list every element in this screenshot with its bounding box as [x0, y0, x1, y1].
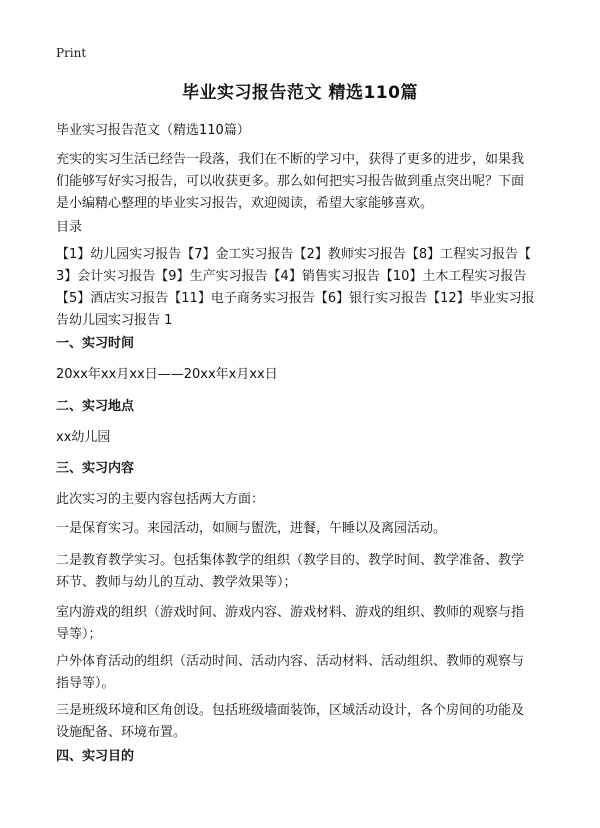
section-text-location: xx幼儿园: [56, 430, 111, 445]
toc-line[interactable]: 【1】幼儿园实习报告【7】金工实习报告【2】教师实习报告【8】工程实习报告【: [56, 247, 532, 262]
content-line: 三是班级环境和区角创设。包括班级墙面装饰，区域活动设计，各个房间的功能及: [56, 703, 525, 718]
content-item-nursing: 一是保育实习。来园活动，如厕与盥洗，进餐，午睡以及离园活动。: [56, 521, 447, 536]
content-line: 室内游戏的组织（游戏时间、游戏内容、游戏材料、游戏的组织、教师的观察与指: [56, 605, 525, 620]
section-heading-time: 一、实习时间: [56, 336, 135, 351]
section-heading-location: 二、实习地点: [56, 399, 135, 414]
intro-paragraph: [56, 149, 556, 215]
content-item-outdoor-sports: [56, 651, 556, 695]
toc-heading: 目录: [56, 220, 83, 235]
section-heading-content: 三、实习内容: [56, 461, 135, 476]
intro-line: 是小编精心整理的毕业实习报告，欢迎阅读，希望大家能够喜欢。: [56, 196, 434, 211]
content-line: 户外体育活动的组织（活动时间、活动内容、活动材料、活动组织、教师的观察与: [56, 654, 525, 669]
page-title: 毕业实习报告范文 精选110篇: [182, 83, 418, 103]
content-line: 设施配备、环境布置。: [56, 725, 187, 740]
print-link[interactable]: Print: [56, 46, 87, 60]
content-line: 指导等）。: [56, 676, 115, 691]
content-line: 环节、教师与幼儿的互动、教学效果等）；: [56, 575, 297, 590]
toc-line[interactable]: 【5】酒店实习报告【11】电子商务实习报告【6】银行实习报告【12】毕业实习报: [56, 291, 535, 306]
content-item-teaching: [56, 550, 556, 594]
intro-line: 充实的实习生活已经告一段落，我们在不断的学习中，获得了更多的进步，如果我: [56, 152, 525, 167]
content-line: 二是教育教学实习。包括集体教学的组织（教学目的、教学时间、教学准备、教学: [56, 553, 525, 568]
content-line: 导等）；: [56, 627, 102, 642]
toc-line[interactable]: 告幼儿园实习报告 1: [56, 313, 173, 328]
section-text-time: 20xx年xx月xx日——20xx年x月xx日: [56, 367, 278, 382]
subtitle: 毕业实习报告范文（精选110篇）: [56, 123, 250, 138]
toc-line[interactable]: 3】会计实习报告【9】生产实习报告【4】销售实习报告【10】土木工程实习报告: [56, 269, 527, 284]
section-heading-purpose: 四、实习目的: [56, 749, 135, 764]
toc-list: [56, 244, 556, 332]
content-intro: 此次实习的主要内容包括两大方面：: [56, 492, 265, 507]
intro-line: 们能够写好实习报告，可以收获更多。那么如何把实习报告做到重点突出呢？下面: [56, 174, 525, 189]
content-item-environment: [56, 700, 556, 744]
content-item-indoor-games: [56, 602, 556, 646]
